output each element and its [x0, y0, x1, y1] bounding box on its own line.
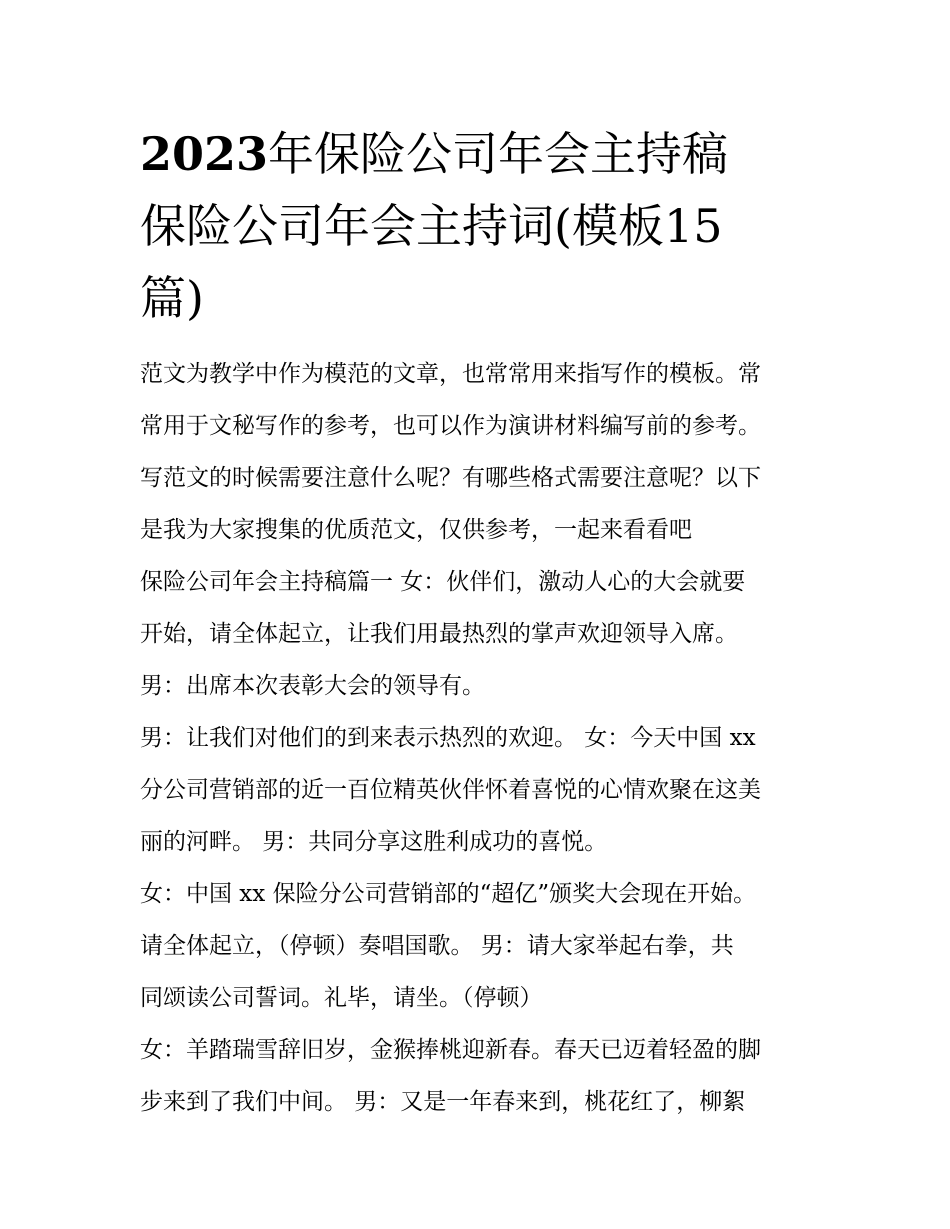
title-line-2: 保险公司年会主持词(模板15: [140, 199, 723, 253]
body-line: 女：中国 xx 保险分公司营销部的“超亿”颁奖大会现在开始。: [140, 881, 757, 907]
body-line: 同颂读公司誓词。礼毕，请坐。（停顿）: [140, 985, 543, 1011]
body-line: 男：让我们对他们的到来表示热烈的欢迎。 女：今天中国 xx: [140, 725, 756, 751]
document-title: [140, 118, 820, 334]
body-line: 步来到了我们中间。 男：又是一年春来到，桃花红了，柳絮: [140, 1089, 746, 1115]
title-line-3: 篇): [140, 271, 204, 325]
body-line: 写范文的时候需要注意什么呢？有哪些格式需要注意呢？以下: [140, 465, 761, 491]
title-year: 2023: [140, 127, 269, 181]
body-line: 男：出席本次表彰大会的领导有。: [140, 673, 485, 699]
body-line: 范文为教学中作为模范的文章，也常常用来指写作的模板。常: [140, 361, 761, 387]
document-page: [140, 118, 820, 1128]
body-line: 是我为大家搜集的优质范文，仅供参考，一起来看看吧: [140, 517, 692, 543]
title-line-1: [140, 118, 820, 190]
body-line: 保险公司年会主持稿篇一 女：伙伴们，激动人心的大会就要: [140, 569, 746, 595]
body-line: 女：羊踏瑞雪辞旧岁，金猴捧桃迎新春。春天已迈着轻盈的脚: [140, 1037, 761, 1063]
body-line: 分公司营销部的近一百位精英伙伴怀着喜悦的心情欢聚在这美: [140, 777, 761, 803]
body-line: 开始，请全体起立，让我们用最热烈的掌声欢迎领导入席。: [140, 621, 738, 647]
body-line: 常用于文秘写作的参考，也可以作为演讲材料编写前的参考。: [140, 413, 761, 439]
document-body: [140, 348, 820, 1128]
title-line-1-text: 年保险公司年会主持稿: [268, 127, 729, 181]
body-line: 请全体起立，（停顿）奏唱国歌。 男：请大家举起右拳，共: [140, 933, 734, 959]
body-line: 丽的河畔。 男：共同分享这胜利成功的喜悦。: [140, 829, 608, 855]
